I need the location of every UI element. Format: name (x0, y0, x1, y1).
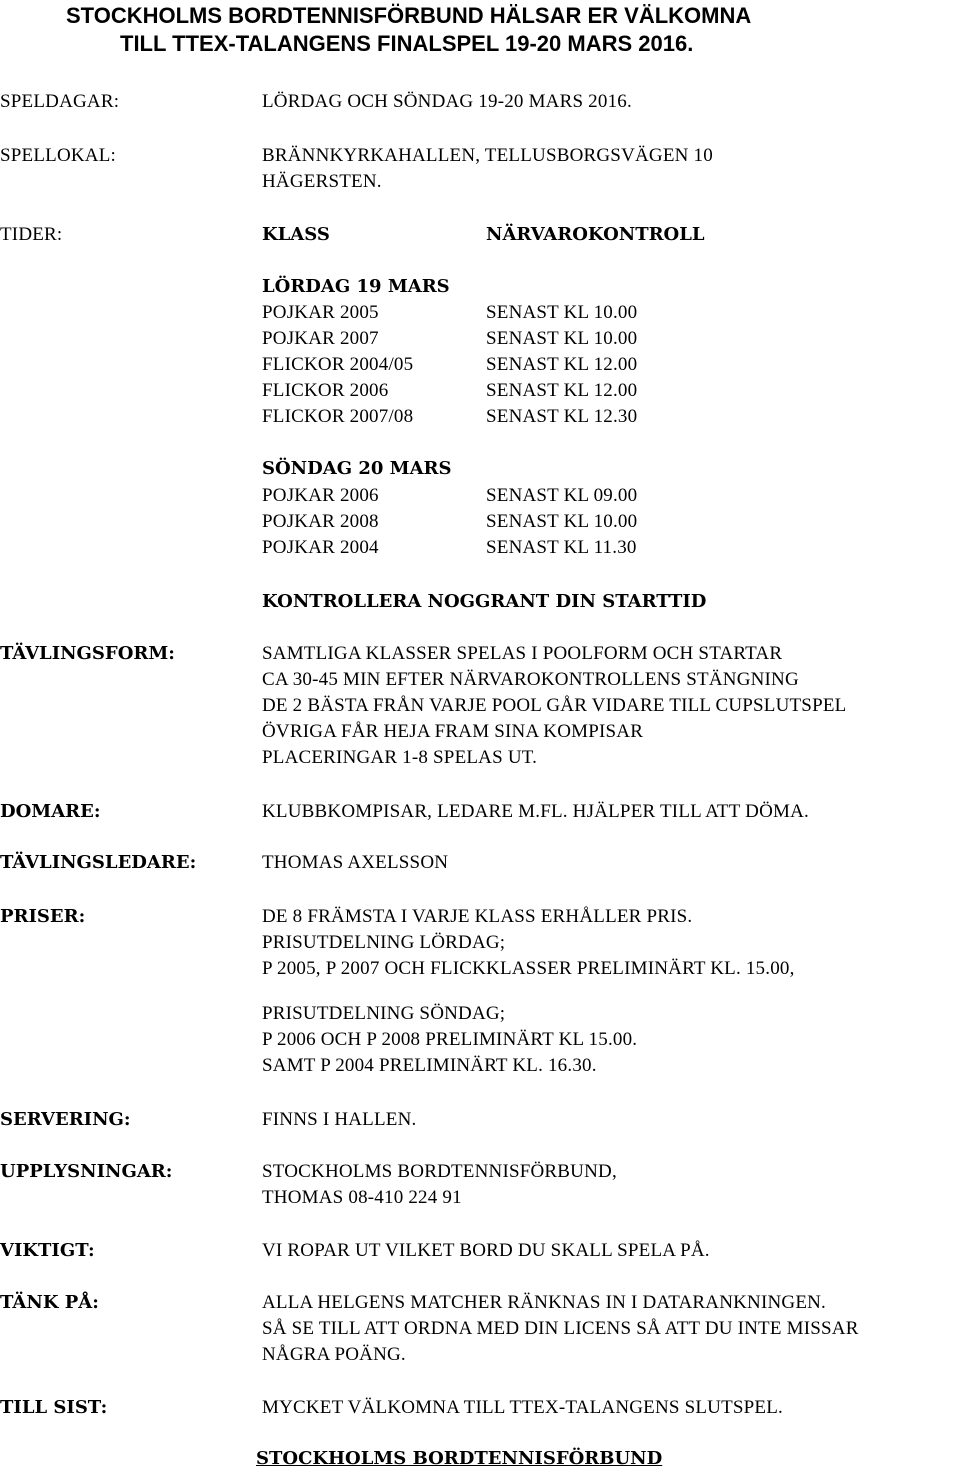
spellokal-label: SPELLOKAL: (0, 145, 116, 166)
sat-time: SENAST KL 10.00 (486, 328, 638, 349)
priser-line: SAMT P 2004 PRELIMINÄRT KL. 16.30. (262, 1055, 597, 1076)
priser-line: DE 8 FRÄMSTA I VARJE KLASS ERHÅLLER PRIS. (262, 906, 693, 927)
upplysningar-value-2: THOMAS 08-410 224 91 (262, 1187, 462, 1208)
priser-line: P 2006 OCH P 2008 PRELIMINÄRT KL 15.00. (262, 1029, 638, 1050)
tavlingsform-line: PLACERINGAR 1-8 SPELAS UT. (262, 747, 538, 768)
till-sist-value: MYCKET VÄLKOMNA TILL TTEX-TALANGENS SLUTSPEL. (262, 1397, 783, 1418)
priser-line: PRISUTDELNING LÖRDAG; (262, 932, 506, 953)
sat-time: SENAST KL 12.30 (486, 406, 638, 427)
upplysningar-value-1: STOCKHOLMS BORDTENNISFÖRBUND, (262, 1161, 617, 1182)
sun-time: SENAST KL 10.00 (486, 511, 638, 532)
tank-pa-line: NÅGRA POÄNG. (262, 1344, 406, 1365)
title-line-1: STOCKHOLMS BORDTENNISFÖRBUND HÄLSAR ER VÄLKOMNA (66, 3, 752, 28)
title-line-2: TILL TTEX-TALANGENS FINALSPEL 19-20 MARS 2016. (120, 31, 694, 56)
tank-pa-line: ALLA HELGENS MATCHER RÄNKNAS IN I DATARANKNINGEN. (262, 1292, 827, 1313)
tavlingsledare-label: TÄVLINGSLEDARE: (0, 852, 197, 873)
speldagar-value: LÖRDAG OCH SÖNDAG 19-20 MARS 2016. (262, 91, 632, 112)
sat-time: SENAST KL 10.00 (486, 302, 638, 323)
tider-col-klass: KLASS (262, 224, 330, 245)
domare-value: KLUBBKOMPISAR, LEDARE M.FL. HJÄLPER TILL ATT DÖMA. (262, 801, 809, 822)
sun-klass: POJKAR 2006 (262, 485, 379, 506)
tavlingsledare-value: THOMAS AXELSSON (262, 852, 449, 873)
starttid-notice: KONTROLLERA NOGGRANT DIN STARTTID (262, 591, 707, 612)
sat-klass: POJKAR 2007 (262, 328, 379, 349)
tavlingsform-line: CA 30-45 MIN EFTER NÄRVAROKONTROLLENS STÄNGNING (262, 669, 799, 690)
saturday-heading: LÖRDAG 19 MARS (262, 276, 450, 297)
priser-line: P 2005, P 2007 OCH FLICKKLASSER PRELIMINÄRT KL. 15.00, (262, 958, 795, 979)
servering-label: SERVERING: (0, 1109, 131, 1130)
speldagar-label: SPELDAGAR: (0, 91, 120, 112)
upplysningar-label: UPPLYSNINGAR: (0, 1161, 173, 1182)
tider-label: TIDER: (0, 224, 63, 245)
priser-label: PRISER: (0, 906, 86, 927)
servering-value: FINNS I HALLEN. (262, 1109, 417, 1130)
tavlingsform-label: TÄVLINGSFORM: (0, 643, 175, 664)
tavlingsform-line: SAMTLIGA KLASSER SPELAS I POOLFORM OCH STARTAR (262, 643, 783, 664)
spellokal-value-1: BRÄNNKYRKAHALLEN, TELLUSBORGSVÄGEN 10 (262, 145, 713, 166)
sunday-heading: SÖNDAG 20 MARS (262, 458, 452, 479)
tavlingsform-line: ÖVRIGA FÅR HEJA FRAM SINA KOMPISAR (262, 721, 644, 742)
viktigt-label: VIKTIGT: (0, 1240, 95, 1261)
spellokal-value-2: HÄGERSTEN. (262, 171, 382, 192)
sat-klass: POJKAR 2005 (262, 302, 379, 323)
viktigt-value: VI ROPAR UT VILKET BORD DU SKALL SPELA PÅ. (262, 1240, 710, 1261)
sun-time: SENAST KL 11.30 (486, 537, 637, 558)
tavlingsform-line: DE 2 BÄSTA FRÅN VARJE POOL GÅR VIDARE TILL CUPSLUTSPEL (262, 695, 847, 716)
signature: STOCKHOLMS BORDTENNISFÖRBUND (256, 1448, 663, 1469)
sat-time: SENAST KL 12.00 (486, 380, 638, 401)
tank-pa-label: TÄNK PÅ: (0, 1292, 99, 1313)
sat-time: SENAST KL 12.00 (486, 354, 638, 375)
domare-label: DOMARE: (0, 801, 101, 822)
sun-klass: POJKAR 2004 (262, 537, 379, 558)
tider-col-narvaro: NÄRVAROKONTROLL (486, 224, 705, 245)
priser-line: PRISUTDELNING SÖNDAG; (262, 1003, 506, 1024)
sat-klass: FLICKOR 2004/05 (262, 354, 414, 375)
till-sist-label: TILL SIST: (0, 1397, 108, 1418)
sun-time: SENAST KL 09.00 (486, 485, 638, 506)
tank-pa-line: SÅ SE TILL ATT ORDNA MED DIN LICENS SÅ ATT DU INTE MISSAR (262, 1318, 859, 1339)
sat-klass: FLICKOR 2007/08 (262, 406, 414, 427)
sat-klass: FLICKOR 2006 (262, 380, 389, 401)
sun-klass: POJKAR 2008 (262, 511, 379, 532)
